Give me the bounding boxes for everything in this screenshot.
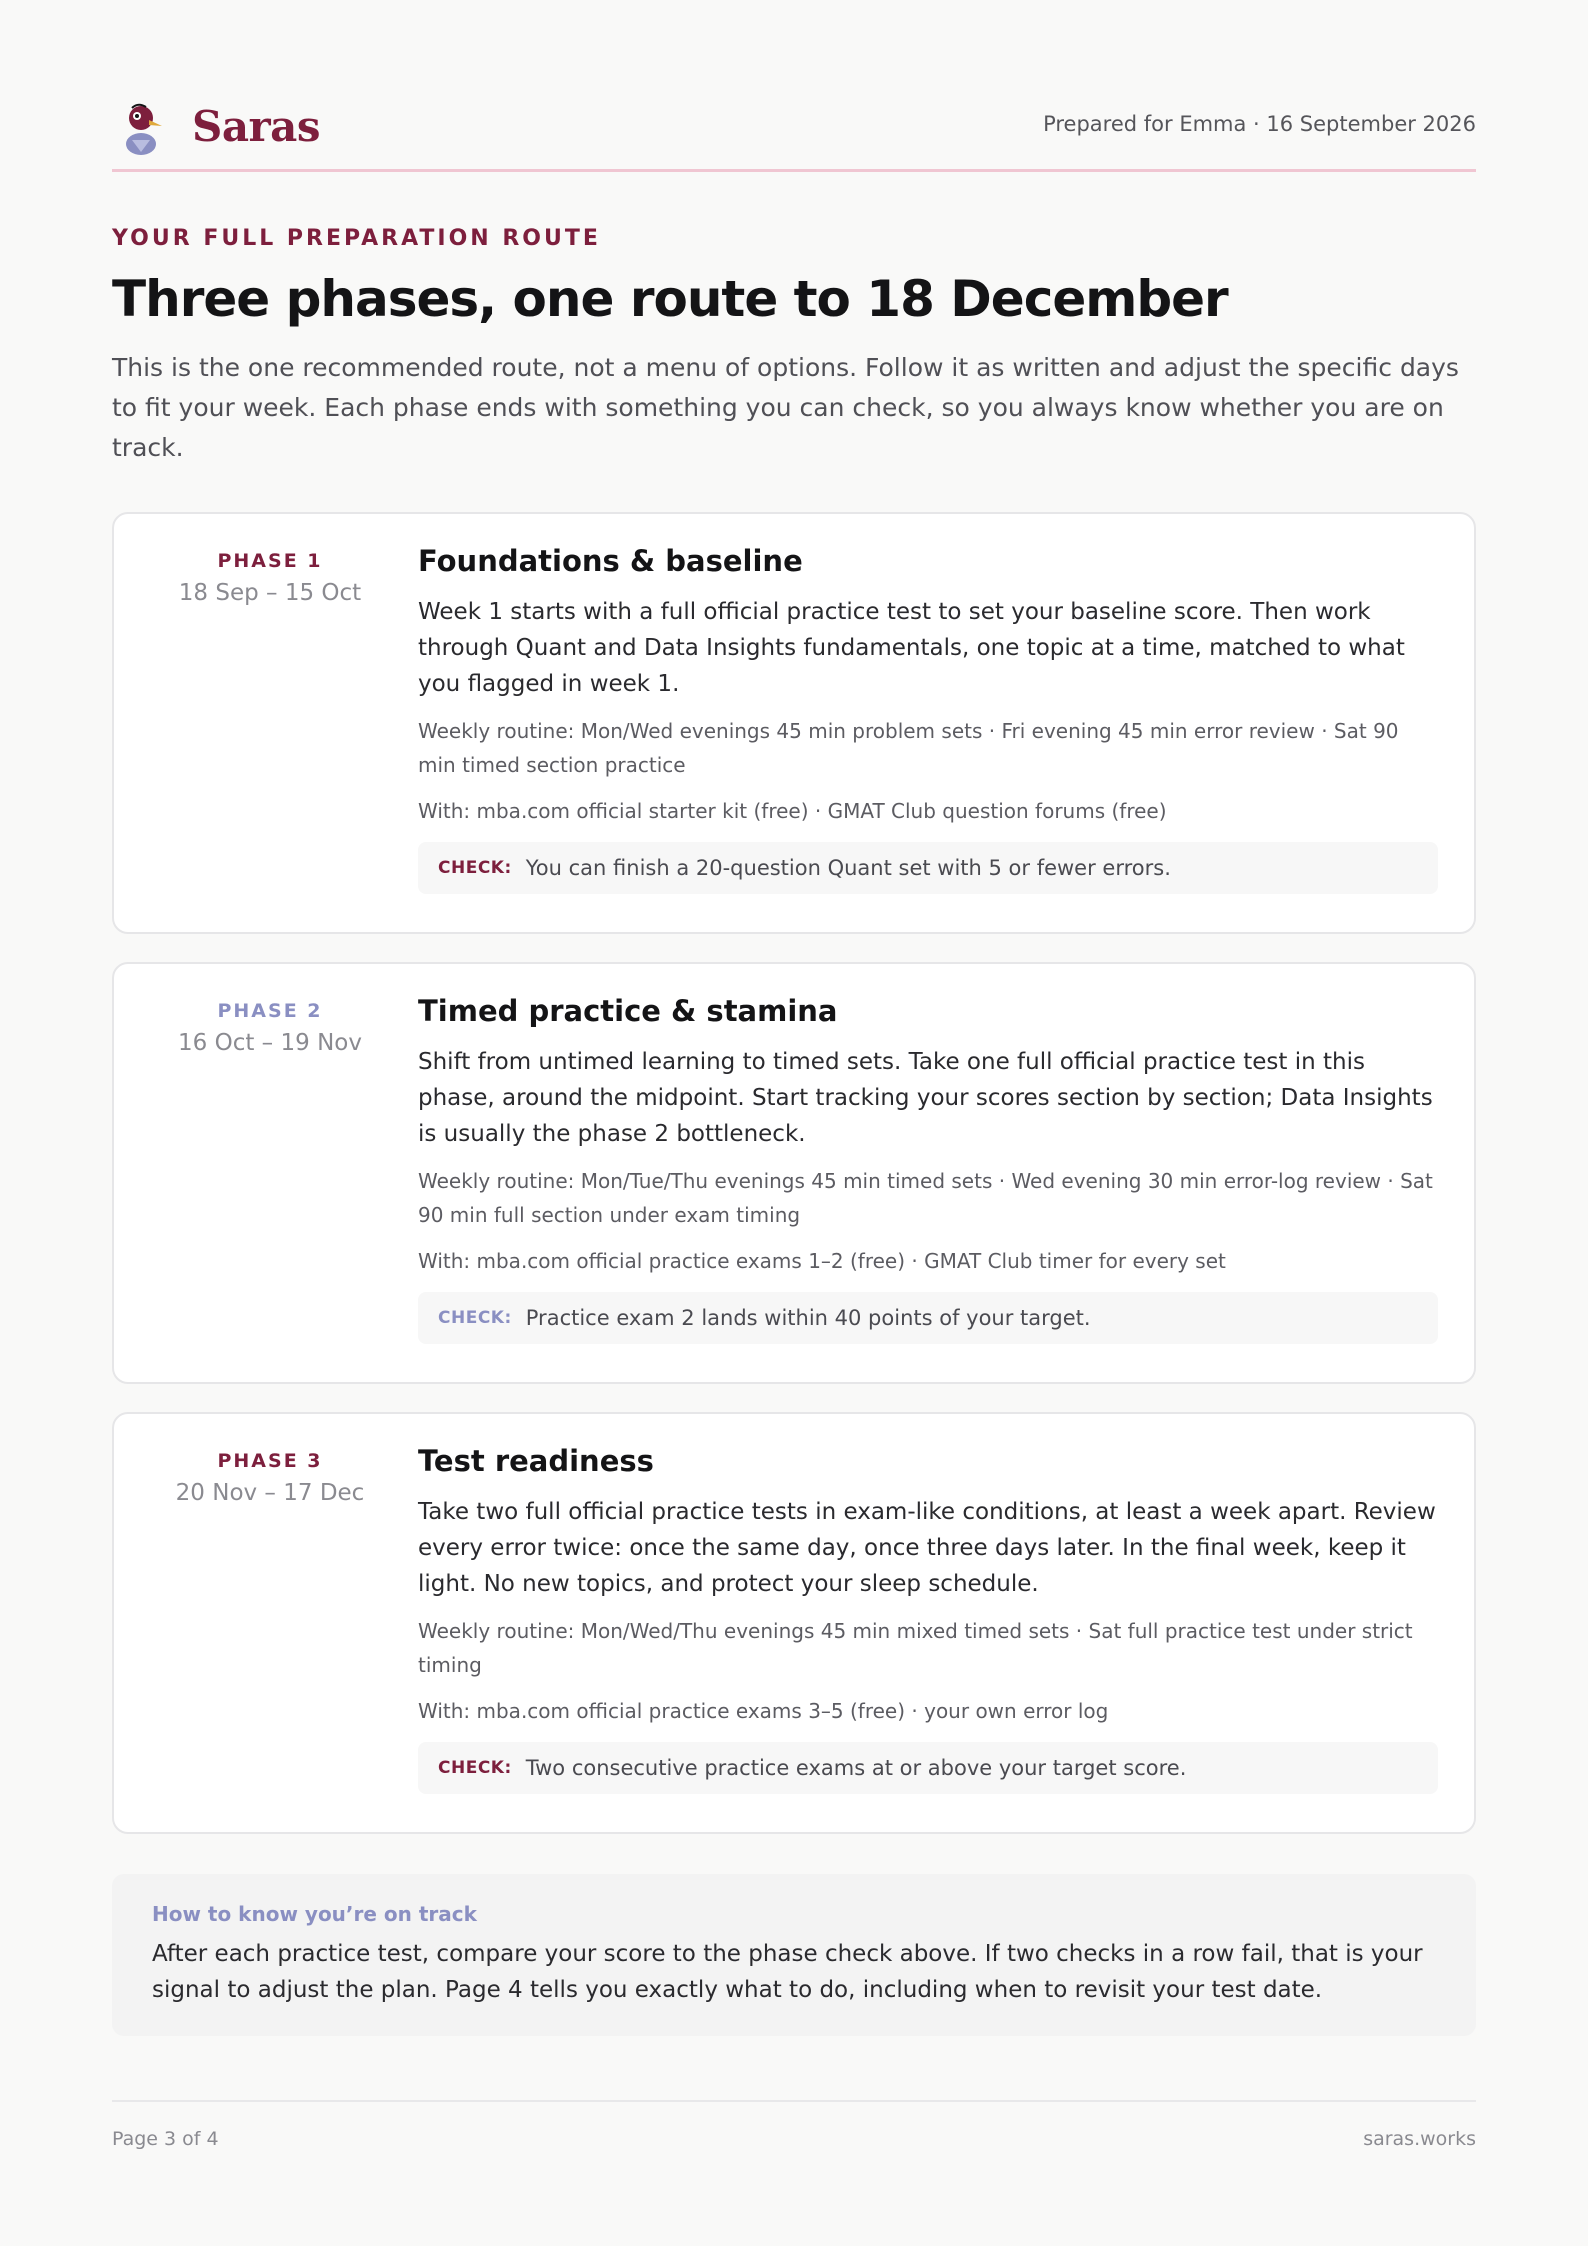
phase-description: Take two full official practice tests in exam-like conditions, at least a week apart. Review every error twice: once the same day, once three days later. In the final week, keep it light. No new topics, and protect your sleep schedule. [418, 1499, 1436, 1597]
phase-description: Shift from untimed learning to timed sets. Take one full official practice test in this phase, around the midpoint. Start tracking your scores section by section; Data Insights is usually the phase 2 bottleneck. [418, 1049, 1433, 1147]
bird-mascot-icon [116, 100, 166, 156]
phase-check [418, 1292, 1438, 1344]
check-label: CHECK: [438, 1308, 512, 1328]
check-label: CHECK: [438, 1758, 512, 1778]
site-link[interactable]: saras.works [1363, 2128, 1476, 2150]
intro-paragraph: This is the one recommended route, not a menu of options. Follow it as written and adjust the specific days to fit your week. Each phase ends with something you can check, so you always know whether you are on track. [112, 353, 1459, 462]
phase-title: Timed practice & stamina [418, 994, 838, 1028]
page-footer [112, 2100, 1476, 2160]
phase-routine: Weekly routine: Mon/Wed evenings 45 min problem sets · Fri evening 45 min error review · Sat 90 min timed section practice [418, 719, 1399, 777]
prepared-for: Prepared for Emma · 16 September 2026 [1043, 112, 1476, 136]
on-track-callout [112, 1874, 1476, 2036]
document-page [112, 0, 1476, 2246]
phase-label: PHASE 3 [217, 1450, 323, 1472]
section-eyebrow: YOUR FULL PREPARATION ROUTE [112, 226, 601, 251]
phase-label: PHASE 1 [217, 550, 323, 572]
phase-title: Test readiness [418, 1444, 654, 1478]
phase-resources: With: mba.com official starter kit (free) · GMAT Club question forums (free) [418, 799, 1167, 823]
phase-dates: 16 Oct – 19 Nov [178, 1030, 362, 1056]
phase-description: Week 1 starts with a full official practice test to set your baseline score. Then work through Quant and Data Insights fundamentals, one topic at a time, matched to what you flagged in week 1. [418, 599, 1405, 697]
check-text: You can finish a 20-question Quant set with 5 or fewer errors. [525, 856, 1171, 880]
phase-body [418, 1444, 1438, 1794]
brand-name: Saras [192, 102, 321, 151]
check-text: Practice exam 2 lands within 40 points of your target. [525, 1306, 1091, 1330]
phase-body [418, 544, 1438, 894]
page-header [112, 96, 1476, 172]
phase-check [418, 842, 1438, 894]
phase-dates: 18 Sep – 15 Oct [178, 580, 362, 606]
page-title: Three phases, one route to 18 December [112, 270, 1228, 328]
phase-resources: With: mba.com official practice exams 1–2 (free) · GMAT Club timer for every set [418, 1249, 1226, 1273]
phase-resources: With: mba.com official practice exams 3–5 (free) · your own error log [418, 1699, 1109, 1723]
phase-card-2 [112, 962, 1476, 1384]
phase-routine: Weekly routine: Mon/Wed/Thu evenings 45 min mixed timed sets · Sat full practice test under strict timing [418, 1619, 1413, 1677]
check-text: Two consecutive practice exams at or above your target score. [525, 1756, 1187, 1780]
phase-card-3 [112, 1412, 1476, 1834]
phase-label: PHASE 2 [217, 1000, 323, 1022]
phase-card-1 [112, 512, 1476, 934]
callout-title: How to know you’re on track [152, 1902, 477, 1926]
phase-routine: Weekly routine: Mon/Tue/Thu evenings 45 min timed sets · Wed evening 30 min error-log review · Sat 90 min full section under exam timing [418, 1169, 1433, 1227]
phase-title: Foundations & baseline [418, 544, 803, 578]
phase-body [418, 994, 1438, 1344]
phase-check [418, 1742, 1438, 1794]
callout-text: After each practice test, compare your score to the phase check above. If two checks in a row fail, that is your signal to adjust the plan. Page 4 tells you exactly what to do, including when to revisit your test date. [152, 1941, 1423, 2003]
phase-dates: 20 Nov – 17 Dec [175, 1480, 365, 1506]
page-number: Page 3 of 4 [112, 2128, 219, 2150]
check-label: CHECK: [438, 858, 512, 878]
